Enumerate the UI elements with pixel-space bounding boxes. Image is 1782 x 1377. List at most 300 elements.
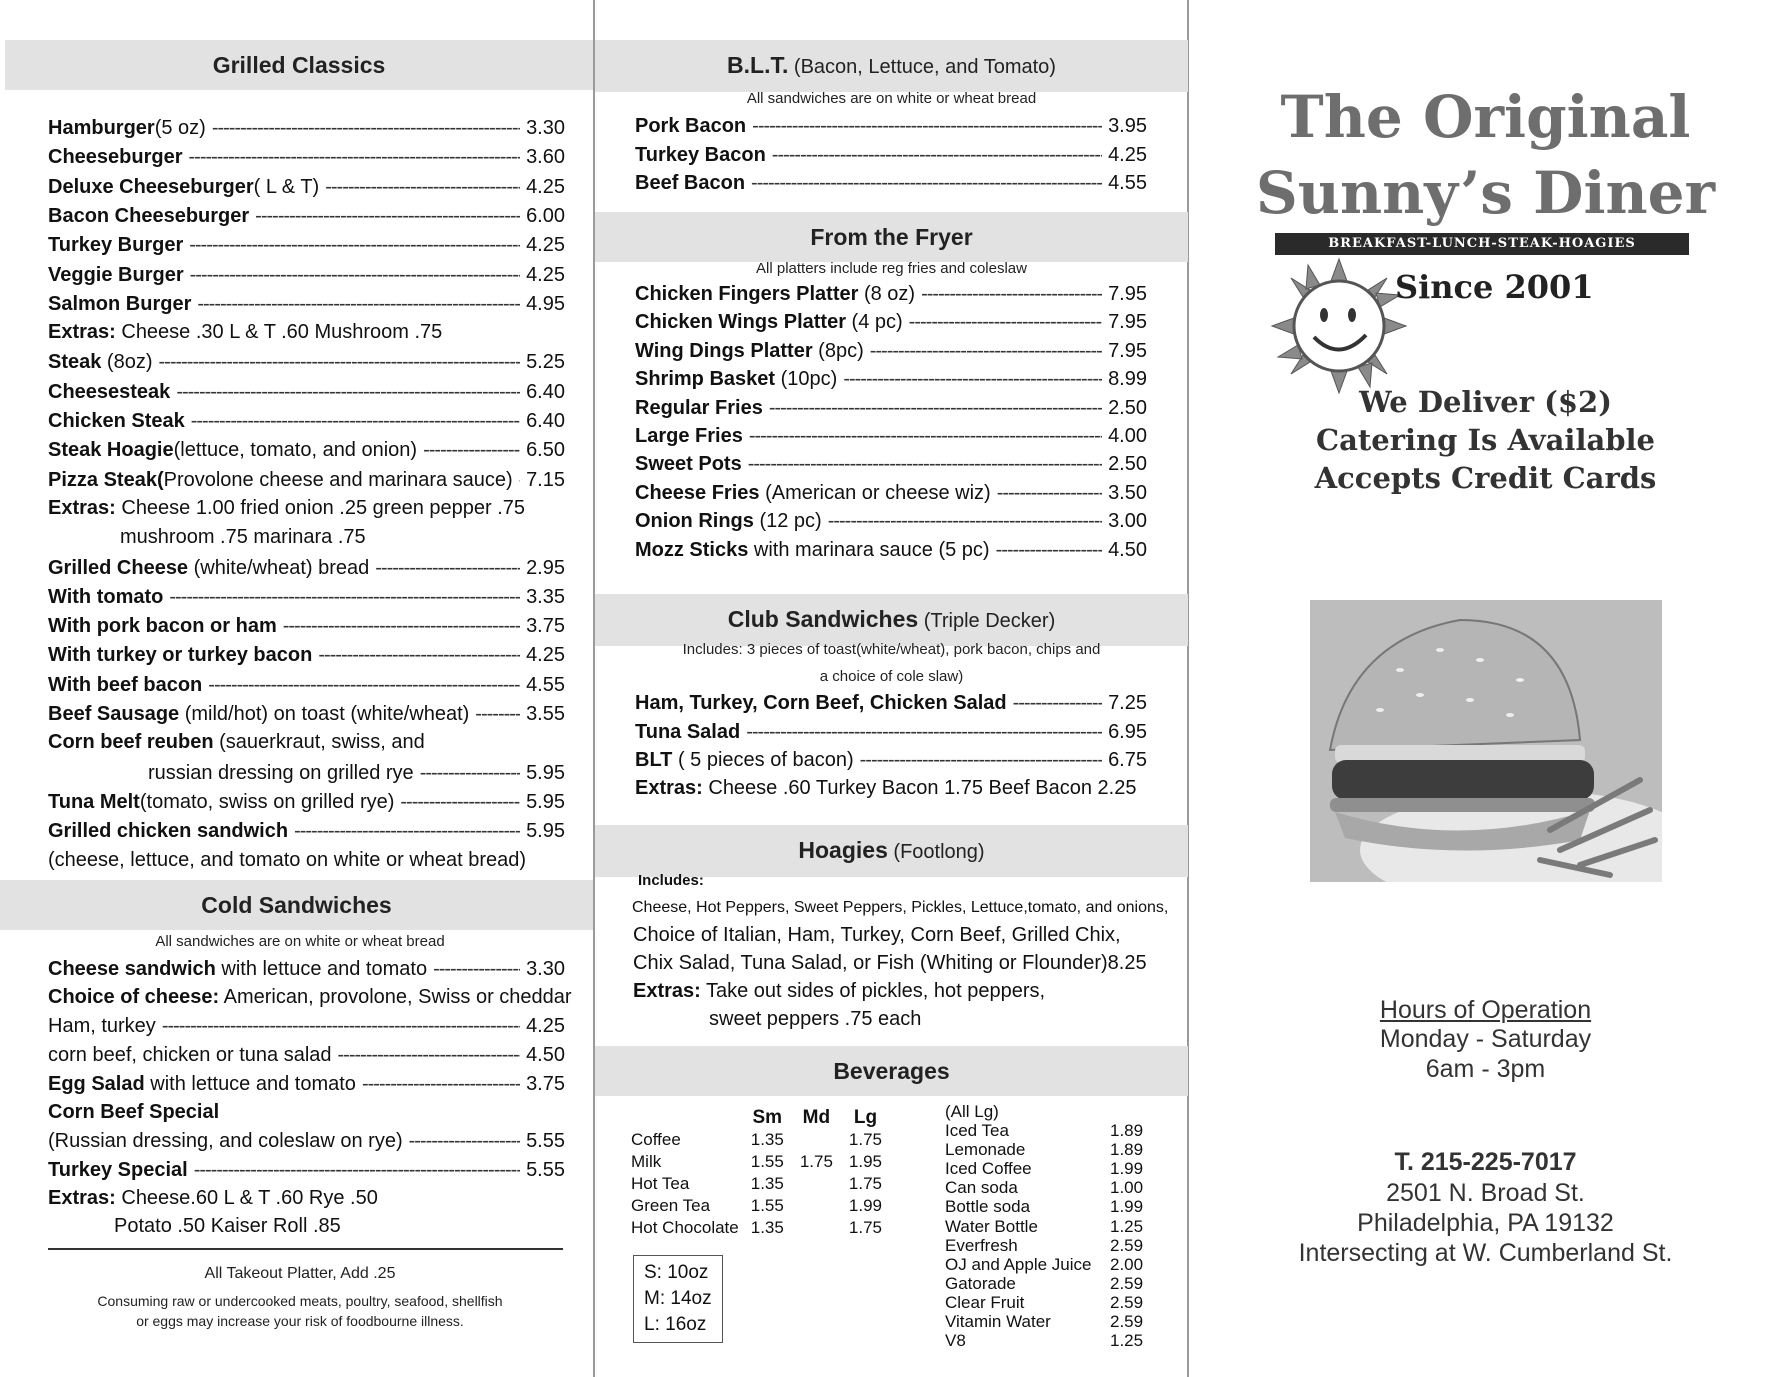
menu-item-price: 4.25 bbox=[526, 234, 565, 257]
extras-label: Extras: bbox=[48, 496, 116, 519]
address-street: 2501 N. Broad St. bbox=[1386, 1179, 1585, 1207]
menu-item-row bbox=[48, 788, 565, 817]
drink-price: 2.00 bbox=[1110, 1254, 1144, 1274]
menu-item-name bbox=[48, 557, 375, 580]
title-line-1: The Original bbox=[1280, 83, 1691, 151]
choice-label: Choice of cheese: bbox=[48, 985, 220, 1008]
all-large-label: (All Lg) bbox=[945, 1102, 999, 1121]
menu-item-name bbox=[635, 368, 843, 391]
menu-item-name bbox=[48, 264, 190, 287]
leader-dots bbox=[197, 293, 520, 316]
menu-item-name bbox=[635, 425, 749, 448]
text-line bbox=[48, 849, 526, 872]
divider bbox=[48, 1248, 563, 1250]
menu-item-price: 7.25 bbox=[1108, 692, 1147, 714]
menu-item-row bbox=[48, 173, 565, 202]
col-blank bbox=[631, 1107, 743, 1129]
menu-item-row bbox=[48, 290, 565, 319]
text-line bbox=[48, 1187, 378, 1210]
leader-dots bbox=[433, 958, 520, 981]
hot-drink-row bbox=[631, 1217, 890, 1239]
menu-item-title: Veggie Burger bbox=[48, 263, 184, 286]
menu-item-name bbox=[635, 283, 921, 306]
leader-dots bbox=[255, 205, 520, 228]
menu-item-title: Turkey Special bbox=[48, 1158, 188, 1181]
leader-dots bbox=[338, 1044, 521, 1067]
menu-item-row bbox=[635, 169, 1147, 198]
leader-dots bbox=[375, 557, 520, 580]
menu-item-row bbox=[635, 450, 1147, 479]
menu-item-name bbox=[48, 1073, 362, 1096]
drink-name: Iced Tea bbox=[945, 1121, 1009, 1140]
menu-item-desc: with lettuce and tomato bbox=[215, 958, 428, 980]
leader-dots bbox=[176, 381, 520, 404]
hoagies-choice-2: Chix Salad, Tuna Salad, or Fish (Whiting or Flounder)8.25 bbox=[633, 952, 1147, 974]
menu-item-name bbox=[635, 340, 870, 363]
menu-item-price: 6.50 bbox=[526, 439, 565, 462]
menu-item-title: Large Fries bbox=[635, 425, 743, 447]
menu-item-title: Steak Hoagie bbox=[48, 439, 174, 462]
menu-item-price: 3.75 bbox=[526, 615, 565, 638]
menu-item-price: 3.50 bbox=[1108, 481, 1147, 504]
leader-dots bbox=[159, 351, 521, 374]
menu-item-price: 4.55 bbox=[1108, 172, 1147, 194]
menu-item-name bbox=[48, 586, 169, 609]
hoagies-choice-1: Choice of Italian, Ham, Turkey, Corn Beef, Grilled Chix, bbox=[633, 924, 1121, 946]
cold-sandwiches-note: All sandwiches are on white or wheat bread bbox=[155, 933, 445, 950]
menu-item-title: Beef Sausage bbox=[48, 703, 180, 725]
drink-name: Coffee bbox=[631, 1130, 681, 1149]
menu-item-title: Pizza Steak( bbox=[48, 468, 164, 491]
menu-item-desc: (American or cheese wiz) bbox=[759, 481, 991, 504]
menu-item-price: 7.95 bbox=[1108, 283, 1147, 305]
drink-name: Hot Tea bbox=[631, 1174, 690, 1193]
menu-item-title: Onion Rings bbox=[635, 510, 754, 533]
drink-name: Bottle soda bbox=[945, 1197, 1031, 1217]
menu-item-price: 3.00 bbox=[1108, 510, 1147, 533]
menu-column-1 bbox=[0, 0, 593, 1377]
size-small: S: 10oz bbox=[644, 1262, 709, 1283]
leader-dots bbox=[194, 1159, 520, 1182]
drink-price-md bbox=[792, 1217, 841, 1239]
size-medium: M: 14oz bbox=[644, 1288, 712, 1309]
club-note-2: a choice of cole slaw) bbox=[819, 668, 964, 685]
cold-drink-row bbox=[945, 1293, 1165, 1312]
menu-item-title: Salmon Burger bbox=[48, 292, 192, 315]
menu-item-name bbox=[635, 749, 860, 772]
extras-label: Extras: bbox=[48, 321, 116, 344]
menu-item-price: 6.95 bbox=[1108, 720, 1147, 743]
drink-price-sm: 1.55 bbox=[750, 1152, 784, 1171]
menu-item-desc: with marinara sauce (5 pc) bbox=[748, 538, 990, 561]
leader-dots bbox=[749, 425, 1102, 448]
fryer-note: All platters include reg fries and coleslaw bbox=[756, 260, 1027, 277]
menu-item-name bbox=[48, 820, 294, 843]
leader-dots bbox=[294, 820, 520, 843]
drink-name: OJ and Apple Juice bbox=[945, 1254, 1092, 1274]
cold-drink-row bbox=[945, 1140, 1165, 1159]
menu-item-row bbox=[48, 1041, 565, 1070]
menu-item-price: 4.00 bbox=[1108, 425, 1147, 447]
menu-item-row bbox=[635, 337, 1147, 366]
drink-name: Green Tea bbox=[631, 1196, 711, 1215]
drink-price: 2.59 bbox=[1110, 1273, 1144, 1293]
food-warning-line-1: Consuming raw or undercooked meats, poultry, seafood, shellfish bbox=[97, 1293, 503, 1309]
menu-item-title: Turkey Bacon bbox=[635, 143, 766, 166]
menu-item-title: With turkey or turkey bacon bbox=[48, 644, 313, 667]
drink-price: 1.89 bbox=[1110, 1140, 1144, 1160]
cold-drink-row bbox=[945, 1236, 1165, 1255]
cold-sandwiches-heading: Cold Sandwiches bbox=[0, 880, 593, 930]
hours-time: 6am - 3pm bbox=[1425, 1055, 1546, 1083]
leader-dots bbox=[189, 234, 520, 257]
menu-item-row bbox=[635, 141, 1147, 170]
menu-item-name bbox=[148, 762, 420, 785]
menu-item-desc: (8 oz) bbox=[858, 283, 916, 305]
menu-item-price: 6.40 bbox=[526, 410, 565, 432]
menu-item-desc: (5 oz) bbox=[154, 117, 206, 139]
menu-item-title: Beef Bacon bbox=[635, 172, 746, 194]
menu-item-price: 3.95 bbox=[1108, 115, 1147, 137]
menu-item-name bbox=[635, 115, 752, 138]
menu-item-name bbox=[48, 791, 400, 814]
hoagies-extras: Extras: Take out sides of pickles, hot peppers, bbox=[633, 980, 1046, 1002]
menu-item-title: Chicken Fingers Platter bbox=[635, 283, 859, 305]
menu-item-title: Shrimp Basket bbox=[635, 368, 776, 391]
leader-dots bbox=[362, 1073, 520, 1096]
leader-dots bbox=[751, 172, 1102, 195]
menu-item-price: 4.25 bbox=[526, 1015, 565, 1038]
leader-dots bbox=[162, 1015, 520, 1038]
menu-item-row bbox=[48, 261, 565, 290]
grilled-chicken-note: (cheese, lettuce, and tomato on white or wheat bread) bbox=[48, 848, 527, 871]
menu-item-title: Tuna Melt bbox=[48, 790, 140, 813]
takeout-note: All Takeout Platter, Add .25 bbox=[204, 1265, 396, 1282]
menu-item-price: 3.30 bbox=[526, 958, 565, 980]
menu-item-title: With beef bacon bbox=[48, 673, 203, 696]
hot-drink-row bbox=[631, 1129, 890, 1151]
leader-dots bbox=[860, 749, 1102, 772]
extras-text: Cheese .30 L & T .60 Mushroom .75 bbox=[115, 321, 443, 344]
cold-drink-row bbox=[945, 1217, 1165, 1236]
extras-label: Extras: bbox=[48, 1186, 116, 1209]
menu-item-price: 4.50 bbox=[526, 1044, 565, 1067]
menu-item-price: 3.60 bbox=[526, 146, 565, 169]
menu-item-row bbox=[48, 671, 565, 700]
menu-item-title: Pork Bacon bbox=[635, 115, 747, 137]
reuben-desc: (sauerkraut, swiss, and bbox=[213, 731, 425, 754]
cold-drink-row bbox=[945, 1159, 1165, 1178]
menu-column-3 bbox=[1189, 0, 1782, 1377]
menu-item-price: 5.25 bbox=[526, 351, 565, 374]
menu-item-row bbox=[635, 112, 1147, 141]
menu-item-name bbox=[635, 172, 751, 195]
leader-dots bbox=[409, 1130, 520, 1153]
menu-item-row bbox=[635, 422, 1147, 451]
hours-days: Monday - Saturday bbox=[1379, 1025, 1592, 1053]
menu-item-row bbox=[635, 689, 1147, 718]
leader-dots bbox=[997, 482, 1102, 505]
drink-name: Everfresh bbox=[945, 1235, 1018, 1255]
title-line-2: Sunny’s Diner bbox=[1255, 159, 1716, 227]
menu-item-title: With tomato bbox=[48, 585, 164, 608]
burger-photo bbox=[1310, 600, 1662, 882]
menu-item-name bbox=[48, 674, 208, 697]
leader-dots bbox=[318, 644, 520, 667]
tagline-banner: BREAKFAST-LUNCH-STEAK-HOAGIES bbox=[1275, 233, 1689, 255]
text-line bbox=[48, 731, 425, 754]
menu-item-name bbox=[48, 205, 255, 228]
grilled-classics-heading: Grilled Classics bbox=[5, 40, 593, 90]
menu-item-row bbox=[48, 143, 565, 172]
menu-item-price: 4.25 bbox=[526, 175, 565, 198]
menu-item-row bbox=[48, 1070, 565, 1099]
text-line bbox=[48, 321, 442, 344]
leader-dots bbox=[420, 762, 520, 785]
menu-item-row bbox=[48, 583, 565, 612]
drink-price: 1.25 bbox=[1110, 1331, 1144, 1351]
leader-dots bbox=[843, 368, 1102, 391]
menu-item-row bbox=[48, 641, 565, 670]
col-sm: Sm bbox=[752, 1107, 783, 1128]
menu-item-row bbox=[635, 479, 1147, 508]
menu-item-row bbox=[635, 718, 1147, 747]
text-line bbox=[120, 526, 366, 549]
menu-item-row bbox=[48, 612, 565, 641]
hours-heading: Hours of Operation bbox=[1379, 996, 1592, 1024]
col-lg: Lg bbox=[853, 1107, 878, 1128]
menu-item-title: Bacon Cheeseburger bbox=[48, 204, 250, 227]
menu-item-name bbox=[48, 1044, 338, 1067]
menu-item-row bbox=[48, 817, 565, 846]
drink-price-sm: 1.55 bbox=[750, 1196, 784, 1215]
menu-item-price: 2.95 bbox=[526, 556, 565, 579]
drink-price-lg: 1.75 bbox=[848, 1130, 883, 1149]
menu-item-title: Wing Dings Platter bbox=[635, 339, 813, 362]
menu-item-row bbox=[635, 365, 1147, 394]
menu-item-row bbox=[48, 436, 565, 465]
menu-item-row bbox=[635, 536, 1147, 565]
leader-dots bbox=[400, 791, 520, 814]
menu-item-price: 4.25 bbox=[526, 263, 565, 286]
menu-item-name bbox=[635, 721, 746, 744]
menu-item-title: Grilled chicken sandwich bbox=[48, 820, 289, 843]
menu-item-desc: Ham, turkey bbox=[48, 1015, 156, 1038]
menu-item-name bbox=[48, 1015, 162, 1038]
menu-item-title: Chicken Wings Platter bbox=[635, 311, 846, 334]
menu-item-price: 5.95 bbox=[526, 790, 565, 813]
hoagies-includes-label: Includes: bbox=[638, 872, 704, 889]
smiling-sun-icon bbox=[1268, 255, 1410, 397]
text-line bbox=[635, 777, 1136, 800]
drink-price: 1.00 bbox=[1110, 1178, 1144, 1198]
text-line bbox=[48, 1101, 219, 1124]
menu-item-name bbox=[48, 1159, 194, 1182]
menu-item-price: 4.25 bbox=[1108, 143, 1147, 166]
extras-text: Cheese .60 Turkey Bacon 1.75 Beef Bacon 2.25 bbox=[702, 776, 1137, 799]
special-name: Corn Beef Special bbox=[48, 1100, 220, 1123]
hot-drink-row bbox=[631, 1151, 890, 1173]
drink-name: Milk bbox=[631, 1152, 662, 1171]
drink-price-sm: 1.35 bbox=[750, 1174, 784, 1193]
menu-item-row bbox=[48, 114, 565, 143]
drink-name: Clear Fruit bbox=[945, 1292, 1025, 1312]
menu-item-title: Deluxe Cheeseburger bbox=[48, 175, 254, 198]
menu-item-price: 5.95 bbox=[526, 820, 565, 843]
drink-name: Water Bottle bbox=[945, 1216, 1038, 1236]
drink-price: 1.99 bbox=[1110, 1197, 1144, 1217]
menu-item-name bbox=[48, 146, 189, 169]
delivery-line: We Deliver ($2) bbox=[1359, 385, 1612, 419]
menu-item-row bbox=[48, 955, 565, 984]
menu-item-row bbox=[635, 507, 1147, 536]
hot-drink-row bbox=[631, 1173, 890, 1195]
menu-item-desc: (lettuce, tomato, and onion) bbox=[173, 439, 418, 462]
menu-item-row bbox=[48, 466, 565, 495]
drink-name: Can soda bbox=[945, 1178, 1018, 1198]
drink-name: Lemonade bbox=[945, 1140, 1026, 1160]
menu-item-price: 4.25 bbox=[526, 644, 565, 667]
menu-item-desc: (4 pc) bbox=[845, 311, 903, 334]
cup-sizes-box bbox=[633, 1255, 723, 1343]
food-warning-line-2: or eggs may increase your risk of foodbourne illness. bbox=[136, 1313, 464, 1329]
leader-dots bbox=[169, 586, 520, 609]
menu-item-price: 7.95 bbox=[1108, 311, 1147, 334]
burger-illustration bbox=[1310, 600, 1662, 882]
leader-dots bbox=[190, 264, 520, 287]
menu-item-title: Sweet Pots bbox=[635, 453, 742, 476]
menu-item-price: 3.30 bbox=[526, 117, 565, 139]
extras-label: Extras: bbox=[635, 776, 703, 799]
menu-item-row bbox=[48, 1012, 565, 1041]
leader-dots bbox=[748, 453, 1102, 476]
menu-item-row bbox=[148, 759, 565, 788]
drink-price: 2.59 bbox=[1110, 1292, 1144, 1312]
drink-price-lg: 1.75 bbox=[848, 1174, 883, 1193]
text-line bbox=[114, 1215, 341, 1238]
catering-line: Catering Is Available bbox=[1316, 423, 1655, 457]
menu-item-row bbox=[635, 746, 1147, 775]
menu-item-desc: ( L & T) bbox=[253, 175, 320, 198]
menu-item-name bbox=[48, 234, 189, 257]
menu-item-price: 4.50 bbox=[1108, 538, 1147, 561]
drink-price-md bbox=[792, 1129, 841, 1151]
menu-item-title: Cheese sandwich bbox=[48, 958, 216, 980]
phone-number[interactable]: T. 215-225-7017 bbox=[1394, 1148, 1577, 1176]
menu-item-desc: (Russian dressing, and coleslaw on rye) bbox=[48, 1130, 403, 1153]
credit-cards-line: Accepts Credit Cards bbox=[1314, 461, 1657, 495]
menu-item-title: Cheeseburger bbox=[48, 146, 183, 169]
menu-item-price: 5.95 bbox=[526, 761, 565, 784]
menu-item-row bbox=[48, 1127, 565, 1156]
menu-item-title: Tuna Salad bbox=[635, 720, 741, 743]
drink-price-md: 1.75 bbox=[799, 1152, 833, 1171]
menu-item-title: Chicken Steak bbox=[48, 410, 185, 432]
leader-dots bbox=[283, 615, 520, 638]
leader-dots bbox=[870, 340, 1102, 363]
menu-item-name bbox=[48, 439, 423, 462]
menu-item-name bbox=[635, 453, 748, 476]
menu-item-title: Hamburger bbox=[48, 117, 155, 139]
size-large: L: 16oz bbox=[644, 1314, 707, 1335]
menu-item-name bbox=[48, 351, 159, 374]
cold-drink-row bbox=[945, 1197, 1165, 1216]
beverages-heading: Beverages bbox=[595, 1046, 1188, 1096]
leader-dots bbox=[828, 510, 1102, 533]
menu-item-name bbox=[635, 397, 769, 420]
menu-item-desc: russian dressing on grilled rye bbox=[148, 761, 414, 784]
hoagies-extras-line-2: sweet peppers .75 each bbox=[709, 1008, 922, 1030]
menu-item-name bbox=[48, 1130, 409, 1153]
menu-item-desc: (white/wheat) bread bbox=[188, 556, 370, 579]
menu-item-desc: (mild/hot) on toast (white/wheat) bbox=[179, 703, 470, 725]
menu-item-price: 3.75 bbox=[526, 1072, 565, 1095]
menu-item-price: 5.55 bbox=[526, 1130, 565, 1153]
menu-item-desc: (10pc) bbox=[775, 368, 838, 391]
extras-line-2: mushroom .75 marinara .75 bbox=[120, 526, 366, 549]
menu-item-name bbox=[48, 703, 475, 726]
since-label: Since 2001 bbox=[1395, 268, 1594, 306]
cold-drink-row bbox=[945, 1331, 1165, 1350]
text-line bbox=[48, 497, 525, 520]
menu-item-title: Cheesesteak bbox=[48, 380, 171, 403]
menu-item-title: With pork bacon or ham bbox=[48, 615, 277, 638]
leader-dots bbox=[189, 146, 521, 169]
menu-item-desc: (8oz) bbox=[101, 351, 153, 374]
cold-drink-row bbox=[945, 1312, 1165, 1331]
menu-item-row bbox=[48, 378, 565, 407]
address-city: Philadelphia, PA 19132 bbox=[1357, 1209, 1614, 1237]
drink-price-md bbox=[792, 1173, 841, 1195]
extras-text: Cheese.60 L & T .60 Rye .50 bbox=[115, 1186, 378, 1209]
cold-drink-row bbox=[945, 1274, 1165, 1293]
hoagies-includes-text: Cheese, Hot Peppers, Sweet Peppers, Pickles, Lettuce,tomato, and onions, bbox=[632, 899, 1169, 916]
menu-item-price: 7.15 bbox=[526, 468, 565, 491]
leader-dots bbox=[752, 115, 1102, 138]
menu-item-name bbox=[635, 692, 1013, 715]
drink-name: Iced Coffee bbox=[945, 1159, 1032, 1179]
menu-item-title: Ham, Turkey, Corn Beef, Chicken Salad bbox=[635, 692, 1007, 714]
leader-dots bbox=[475, 703, 520, 726]
hot-drinks-table bbox=[631, 1107, 890, 1239]
drink-name: Hot Chocolate bbox=[631, 1218, 739, 1237]
menu-item-name bbox=[48, 644, 318, 667]
leader-dots bbox=[921, 283, 1102, 306]
choice-text: American, provolone, Swiss or cheddar bbox=[219, 985, 572, 1008]
menu-item-name bbox=[635, 482, 997, 505]
drink-price-sm: 1.35 bbox=[750, 1130, 784, 1149]
menu-item-desc: ( 5 pieces of bacon) bbox=[672, 749, 854, 771]
menu-item-price: 4.95 bbox=[526, 292, 565, 315]
drink-price-lg: 1.99 bbox=[848, 1196, 883, 1215]
menu-item-desc: Provolone cheese and marinara sauce) bbox=[163, 468, 513, 491]
drink-name: Gatorade bbox=[945, 1273, 1016, 1293]
menu-item-name bbox=[48, 615, 283, 638]
leader-dots bbox=[1013, 692, 1102, 715]
menu-item-title: Egg Salad bbox=[48, 1072, 145, 1095]
club-note-1: Includes: 3 pieces of toast(white/wheat), pork bacon, chips and bbox=[682, 641, 1101, 658]
leader-dots bbox=[746, 721, 1102, 744]
menu-item-price: 6.75 bbox=[1108, 749, 1147, 771]
drink-price-lg: 1.75 bbox=[848, 1218, 883, 1237]
menu-item-desc: (12 pc) bbox=[753, 510, 822, 533]
menu-item-row bbox=[48, 407, 565, 436]
reuben-name: Corn beef reuben bbox=[48, 731, 214, 754]
menu-item-row bbox=[48, 1156, 565, 1185]
drink-name: Vitamin Water bbox=[945, 1312, 1051, 1331]
menu-item-price: 4.55 bbox=[526, 673, 565, 696]
menu-item-name bbox=[48, 176, 325, 199]
